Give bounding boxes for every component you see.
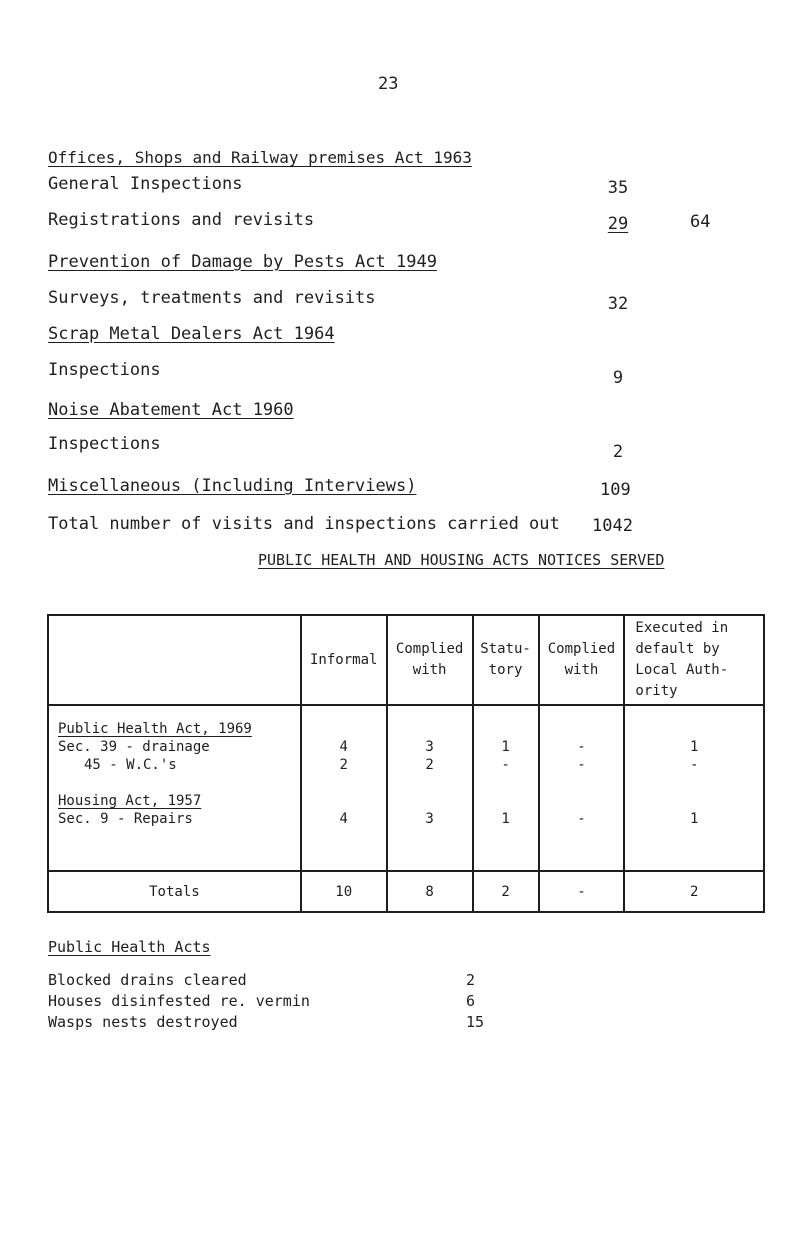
row-value-scrap-inspections: 9	[612, 368, 624, 388]
header-complied-with-2: Complied with	[539, 615, 625, 705]
row-label-scrap-inspections: Inspections	[48, 360, 161, 380]
row-value-general-inspections: 35	[607, 178, 629, 198]
totals-row	[48, 871, 764, 912]
header-informal: Informal	[301, 615, 387, 705]
pha-value-vermin: 6	[466, 992, 476, 1010]
header-statutory: Statu- tory	[473, 615, 539, 705]
pha-values	[466, 970, 484, 1033]
misc-value: 109	[600, 480, 631, 500]
total-label: Total number of visits and inspections carried out	[48, 514, 560, 534]
pha-value-wasps: 15	[466, 1013, 485, 1031]
row-value-noise-inspections: 2	[612, 442, 624, 462]
row-value-registrations: 29	[607, 214, 629, 234]
row-label-repairs: Sec. 9 - Repairs	[58, 811, 193, 827]
totals-complied-2: -	[539, 871, 625, 912]
pha-label-wasps: Wasps nests destroyed	[48, 1013, 238, 1031]
group-title-housing: Housing Act, 1957	[58, 793, 202, 809]
pha-labels	[48, 970, 310, 1033]
totals-informal: 10	[301, 871, 387, 912]
totals-statutory: 2	[473, 871, 539, 912]
row-label-registrations: Registrations and revisits	[48, 210, 315, 230]
pha-title: Public Health Acts	[48, 938, 211, 956]
section-title-noise-act: Noise Abatement Act 1960	[48, 400, 294, 420]
informal-column: 4 2 4	[301, 705, 387, 871]
totals-label: Totals	[48, 871, 301, 912]
pha-label-drains: Blocked drains cleared	[48, 971, 247, 989]
misc-label: Miscellaneous (Including Interviews)	[48, 476, 417, 496]
page-number: 23	[378, 74, 399, 94]
notices-title: PUBLIC HEALTH AND HOUSING ACTS NOTICES SERVED	[258, 551, 665, 569]
row-value-surveys: 32	[607, 294, 629, 314]
section-title-offices-act: Offices, Shops and Railway premises Act 1963	[48, 148, 472, 167]
header-executed-default: Executed in default by Local Auth- ority	[624, 615, 764, 705]
row-label-noise-inspections: Inspections	[48, 434, 161, 454]
pha-label-vermin: Houses disinfested re. vermin	[48, 992, 310, 1010]
row-label-general-inspections: General Inspections	[48, 174, 243, 194]
table-body-row	[48, 705, 764, 871]
complied-column: 3 2 3	[387, 705, 473, 871]
table-label-column	[48, 705, 301, 871]
row-label-surveys: Surveys, treatments and revisits	[48, 288, 376, 308]
header-complied-with: Complied with	[387, 615, 473, 705]
notices-table	[47, 614, 765, 913]
group-title-public-health: Public Health Act, 1969	[58, 721, 252, 737]
totals-executed: 2	[624, 871, 764, 912]
complied-column-2: - - -	[539, 705, 625, 871]
section-subtotal: 64	[690, 212, 711, 232]
section-title-scrap-metal-act: Scrap Metal Dealers Act 1964	[48, 324, 335, 344]
row-label-wcs: 45 - W.C.'s	[84, 757, 177, 773]
section-title-pests-act: Prevention of Damage by Pests Act 1949	[48, 252, 437, 272]
pha-value-drains: 2	[466, 971, 476, 989]
executed-column: 1 - 1	[624, 705, 764, 871]
totals-complied: 8	[387, 871, 473, 912]
row-label-drainage: Sec. 39 - drainage	[58, 739, 210, 755]
statutory-column: 1 - 1	[473, 705, 539, 871]
header-empty	[48, 615, 301, 705]
total-value: 1042	[592, 516, 633, 536]
table-header-row	[48, 615, 764, 705]
